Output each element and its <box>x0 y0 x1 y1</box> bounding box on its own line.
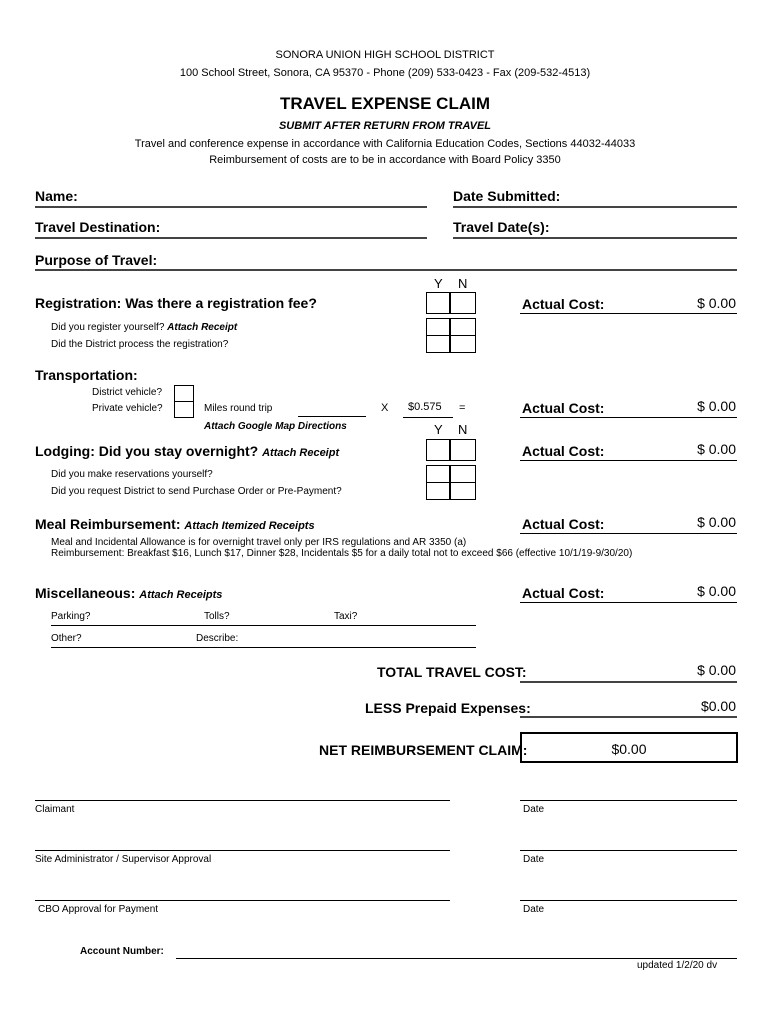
travel-dates-label: Travel Date(s): <box>453 219 550 235</box>
taxi-label: Taxi? <box>334 611 358 622</box>
transportation-title: Transportation: <box>35 367 138 383</box>
purchase-order-question: Did you request District to send Purchase Order or Pre-Payment? <box>51 486 342 497</box>
site-admin-date-line[interactable] <box>520 850 737 851</box>
private-vehicle-checkbox[interactable] <box>174 401 194 418</box>
account-number-label: Account Number: <box>80 946 164 957</box>
site-admin-label: Site Administrator / Supervisor Approval <box>35 854 212 865</box>
name-label: Name: <box>35 188 78 204</box>
lodging-amount[interactable]: $ 0.00 <box>697 441 736 457</box>
total-travel-cost-value[interactable]: $ 0.00 <box>697 662 736 678</box>
other-label: Other? <box>51 633 82 644</box>
mileage-rate-line <box>403 417 453 418</box>
meal-amount[interactable]: $ 0.00 <box>697 514 736 530</box>
lodging-cost-line <box>520 460 737 461</box>
claimant-date-line[interactable] <box>520 800 737 801</box>
registration-fee-no-box[interactable] <box>450 292 476 314</box>
transportation-actual-cost-label: Actual Cost: <box>522 400 605 416</box>
registration-question: Registration: Was there a registration fee? <box>35 295 317 311</box>
meal-cost-line <box>520 533 737 534</box>
prepaid-expenses-value[interactable]: $0.00 <box>700 698 736 714</box>
misc-actual-cost-label: Actual Cost: <box>522 585 605 601</box>
attach-receipt-note: Attach Receipt <box>167 322 238 333</box>
parking-label: Parking? <box>51 611 91 622</box>
date-submitted-label: Date Submitted: <box>453 188 561 204</box>
describe-label: Describe: <box>196 633 239 644</box>
page-title: TRAVEL EXPENSE CLAIM <box>279 94 490 113</box>
reservations-yes-box[interactable] <box>426 465 450 483</box>
claimant-label: Claimant <box>35 804 75 815</box>
updated-note: updated 1/2/20 dv <box>637 960 718 971</box>
net-reimbursement-label: NET REIMBURSEMENT CLAIM: <box>319 742 528 758</box>
registration-fee-yes-box[interactable] <box>426 292 450 314</box>
travel-dates-field[interactable] <box>453 237 737 239</box>
misc-amount[interactable]: $ 0.00 <box>697 583 736 599</box>
travel-destination-label: Travel Destination: <box>35 219 161 235</box>
total-travel-cost-label: TOTAL TRAVEL COST: <box>377 664 527 680</box>
overnight-yes-box[interactable] <box>426 439 450 461</box>
name-field[interactable] <box>35 206 427 208</box>
register-yourself-yes-box[interactable] <box>426 318 450 336</box>
district-registration-yes-box[interactable] <box>426 335 450 353</box>
cbo-signature-line[interactable] <box>35 900 450 901</box>
cbo-date-label: Date <box>523 904 545 915</box>
education-code-note: Travel and conference expense in accordance with California Education Codes, Sections 44032-44033 <box>134 138 636 150</box>
misc-row-2-line[interactable] <box>51 647 476 648</box>
misc-cost-line <box>520 602 737 603</box>
claimant-signature-line[interactable] <box>35 800 450 801</box>
purpose-field[interactable] <box>35 269 737 271</box>
register-yourself-question: Did you register yourself? Attach Receipt <box>51 322 238 333</box>
date-submitted-field[interactable] <box>453 206 737 208</box>
lodging-question: Lodging: Did you stay overnight? Attach Receipt <box>35 443 340 459</box>
district-registration-question: Did the District process the registration? <box>51 339 229 350</box>
tolls-label: Tolls? <box>204 611 230 622</box>
lodging-yes-header: Y <box>434 422 443 437</box>
meal-rates-note: Reimbursement: Breakfast $16, Lunch $17, Dinner $28, Incidentals $5 for a daily total not to exceed $66 (effective 10/1/19-9/30/20) <box>51 548 633 559</box>
page-subtitle: SUBMIT AFTER RETURN FROM TRAVEL <box>278 120 492 132</box>
lodging-actual-cost-label: Actual Cost: <box>522 443 605 459</box>
transportation-amount[interactable]: $ 0.00 <box>697 398 736 414</box>
net-reimbursement-box[interactable] <box>520 732 738 763</box>
meal-allowance-note: Meal and Incidental Allowance is for overnight travel only per IRS regulations and AR 3350 (a) <box>51 537 467 548</box>
times-sign: X <box>381 402 389 414</box>
yes-header: Y <box>434 276 443 291</box>
purchase-order-no-box[interactable] <box>450 482 476 500</box>
private-vehicle-label: Private vehicle? <box>92 403 163 414</box>
meal-receipt-note: Attach Itemized Receipts <box>184 520 315 532</box>
miles-label: Miles round trip <box>204 403 273 414</box>
travel-destination-field[interactable] <box>35 237 427 239</box>
site-admin-signature-line[interactable] <box>35 850 450 851</box>
map-directions-note: Attach Google Map Directions <box>204 421 347 432</box>
transportation-cost-line <box>520 417 737 418</box>
district-vehicle-checkbox[interactable] <box>174 385 194 402</box>
board-policy-note: Reimbursement of costs are to be in accordance with Board Policy 3350 <box>209 154 561 166</box>
district-vehicle-label: District vehicle? <box>92 387 163 398</box>
miles-field[interactable] <box>298 416 366 417</box>
no-header: N <box>458 276 468 291</box>
prepaid-expenses-label: LESS Prepaid Expenses: <box>365 700 531 716</box>
misc-receipt-note: Attach Receipts <box>139 589 223 601</box>
district-registration-no-box[interactable] <box>450 335 476 353</box>
mileage-rate: $0.575 <box>408 401 442 413</box>
register-yourself-no-box[interactable] <box>450 318 476 336</box>
cbo-date-line[interactable] <box>520 900 737 901</box>
misc-title: Miscellaneous: Attach Receipts <box>35 585 223 601</box>
site-admin-date-label: Date <box>523 854 545 865</box>
reservations-no-box[interactable] <box>450 465 476 483</box>
account-number-field[interactable] <box>176 958 737 959</box>
registration-cost-line <box>520 313 737 314</box>
overnight-no-box[interactable] <box>450 439 476 461</box>
lodging-receipt-note: Attach Receipt <box>262 447 340 459</box>
district-address: 100 School Street, Sonora, CA 95370 - Phone (209) 533-0423 - Fax (209-532-4513) <box>179 67 591 79</box>
misc-row-1-line[interactable] <box>51 625 476 626</box>
reservations-question: Did you make reservations yourself? <box>51 469 213 480</box>
purpose-label: Purpose of Travel: <box>35 252 158 268</box>
meal-title: Meal Reimbursement: Attach Itemized Receipts <box>35 516 315 532</box>
equals-sign: = <box>459 402 466 414</box>
meal-actual-cost-label: Actual Cost: <box>522 516 605 532</box>
registration-actual-cost-label: Actual Cost: <box>522 296 605 312</box>
district-name: SONORA UNION HIGH SCHOOL DISTRICT <box>275 49 495 61</box>
net-reimbursement-value: $0.00 <box>611 741 647 757</box>
lodging-no-header: N <box>458 422 468 437</box>
claimant-date-label: Date <box>523 804 545 815</box>
purchase-order-yes-box[interactable] <box>426 482 450 500</box>
registration-amount[interactable]: $ 0.00 <box>697 295 736 311</box>
cbo-label: CBO Approval for Payment <box>38 904 159 915</box>
prepaid-expenses-line <box>520 716 737 718</box>
total-travel-cost-line <box>520 681 737 683</box>
